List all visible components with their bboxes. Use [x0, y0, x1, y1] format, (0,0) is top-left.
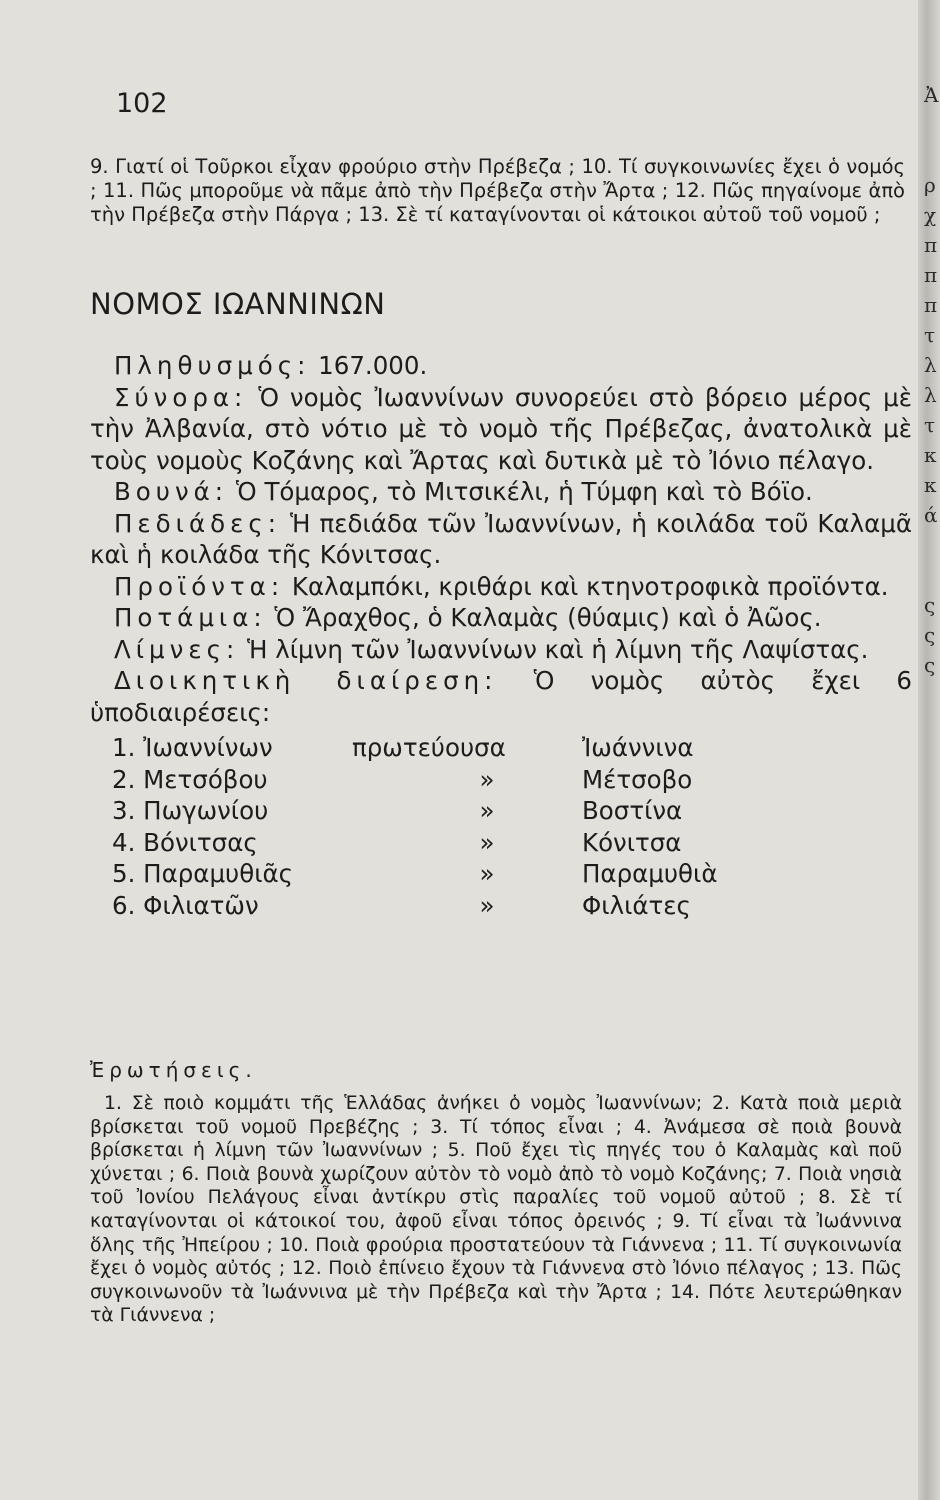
next-page-bleed-through — [924, 80, 940, 680]
bleed-letter: λ — [924, 383, 937, 407]
entry-label: Διοικητικὴ διαίρεση: — [114, 666, 498, 695]
entry-label: Λίμνες: — [114, 634, 240, 664]
bleed-letter: ά — [924, 503, 938, 527]
bleed-letter: ρ — [924, 173, 936, 197]
subdivision-name: 5. Παραμυθιᾶς — [112, 859, 294, 888]
ditto-mark: » — [479, 890, 495, 920]
bleed-letter — [924, 110, 940, 140]
table-row — [112, 858, 717, 890]
entry-text: Ὁ νομὸς αὐτὸς ἔχει 6 ὑποδιαιρέσεις: — [90, 666, 912, 727]
bleed-letter — [924, 140, 940, 170]
section-title: ΝΟΜΟΣ ΙΩΑΝΝΙΝΩΝ — [90, 287, 386, 321]
bleed-letter: τ — [924, 323, 936, 347]
products-entry — [90, 571, 912, 603]
mountains-entry — [90, 476, 912, 508]
entry-text: 167.000. — [318, 351, 428, 380]
entry-text: Ἡ πεδιάδα τῶν Ἰωαννίνων, ἡ κοιλάδα τοῦ Καλαμᾶ καὶ ἡ κοιλάδα τῆς Κόνιτσας. — [90, 508, 912, 569]
entry-label: Σύνορα: — [114, 382, 248, 412]
bleed-letter — [924, 530, 940, 560]
bleed-letter: ς — [924, 653, 936, 677]
subdivision-seat: Παραμυθιὰ — [582, 859, 718, 888]
subdivision-name: 6. Φιλιατῶν — [112, 890, 259, 920]
rivers-entry — [90, 602, 912, 634]
subdivision-name: 2. Μετσόβου — [112, 764, 268, 794]
entry-label: Βουνά: — [114, 477, 229, 506]
bleed-letter: κ — [924, 443, 937, 467]
entry-label: Πληθυσμός: — [114, 351, 311, 380]
table-row — [112, 795, 717, 827]
bleed-letter: χ — [924, 203, 937, 227]
subdivision-name: 3. Πωγωνίου — [112, 796, 269, 825]
subdivision-seat: Βοστίνα — [582, 796, 683, 825]
subdivision-seat: Ἰωάννινα — [582, 733, 694, 762]
bleed-letter: π — [924, 293, 938, 317]
ditto-mark: » — [479, 764, 495, 794]
subdivision-name: 1. Ἰωαννίνων — [112, 733, 273, 762]
questions-paragraph: 1. Σὲ ποιὸ κομμάτι τῆς Ἑλλάδας ἀνήκει ὁ νομὸς Ἰωαννίνων; 2. Κατὰ ποιὰ μεριὰ βρίσκεται τοῦ νομοῦ Πρεβέζης ; 3. Τί τόπος εἶναι ; 4. Ἀνάμεσα σὲ ποιὰ βουνὰ βρίσκεται ἡ λίμνη τῶν Ἰωαννίνων ; 5. Ποῦ ἔχει τὶς πηγές του ὁ Καλαμὰς καὶ ποῦ χύνεται ; 6. Ποιὰ βουνὰ χωρίζουν αὐτὸν τὸ νομὸ ἀπὸ τὸ νομὸ Κοζάνης; 7. Ποιὰ νησιὰ τοῦ Ἰονίου Πελάγους εἶναι ἀντίκρυ στὶς παραλίες τοῦ νομοῦ αὐτοῦ ; 8. Σὲ τί καταγίνονται οἱ κάτοικοί του, ἀφοῦ εἶναι τόπος ὀρεινός ; 9. Τί εἶναι τὰ Ἰωάννινα ὅλης τῆς Ἠπείρου ; 10. Ποιὰ φρούρια προστατεύουν τὰ Γιάννενα ; 11. Τί συγκοινωνία ἔχει ὁ νομὸς αὐτός ; 12. Ποιὸ ἐπίνειο ἔχουν τὰ Γιάννενα στὸ Ἰόνιο πέλαγος ; 13. Πῶς συγκοινωνοῦν τὰ Ἰωάννινα μὲ τὴν Πρέβεζα καὶ τὴν Ἄρτα ; 14. Πότε λευτερώθηκαν τὰ Γιάννενα ; — [90, 1093, 902, 1327]
bleed-letter: Ἀ — [924, 83, 939, 107]
subdivision-role: πρωτεύουσα — [352, 733, 506, 762]
entry-label: Ποτάμια: — [114, 603, 267, 632]
subdivisions-table — [112, 732, 717, 921]
bleed-letter: ς — [924, 593, 936, 617]
ditto-mark: » — [479, 827, 495, 857]
table-row — [112, 827, 717, 859]
administrative-division-entry — [90, 665, 912, 728]
table-row — [112, 732, 717, 764]
entry-text: Ἡ λίμνη τῶν Ἰωαννίνων καὶ ἡ λίμνη τῆς Λαψίστας. — [247, 634, 869, 664]
table-row — [112, 764, 717, 796]
entry-label: Πεδιάδες: — [114, 508, 281, 538]
previous-questions-continuation: 9. Γιατί οἱ Τοῦρκοι εἶχαν φρούριο στὴν Πρέβεζα ; 10. Τί συγκοινωνίες ἔχει ὁ νομός ; 11. Πῶς μποροῦμε νὰ πᾶμε ἀπὸ τὴν Πρέβεζα στὴν Ἄρτα ; 12. Πῶς πηγαίνομε ἀπὸ τὴν Πρέβεζα στὴν Πάργα ; 13. Σὲ τί καταγίνονται οἱ κάτοικοι αὐτοῦ τοῦ νομοῦ ; — [90, 155, 905, 226]
bleed-letter: π — [924, 263, 938, 287]
page-number: 102 — [116, 88, 168, 119]
bleed-letter: π — [924, 233, 938, 257]
prefecture-description — [90, 350, 912, 921]
bleed-letter: λ — [924, 353, 937, 377]
subdivision-seat: Φιλιάτες — [582, 890, 691, 920]
borders-entry — [90, 382, 912, 477]
questions-heading: Ἐρωτήσεις. — [90, 1058, 257, 1082]
bleed-letter: ς — [924, 623, 936, 647]
ditto-mark: » — [479, 796, 495, 825]
entry-text: Ὁ νομὸς Ἰωαννίνων συνορεύει στὸ βόρειο μέρος μὲ τὴν Ἀλβανία, στὸ νότιο μὲ τὸ νομὸ τῆς Πρέβεζας, ἀνατολικὰ μὲ τοὺς νομοὺς Κοζάνης καὶ Ἄρτας καὶ δυτικὰ μὲ τὸ Ἰόνιο πέλαγο. — [90, 382, 912, 475]
entry-text: Ὁ Ἄραχθος, ὁ Καλαμὰς (θύαμις) καὶ ὁ Ἀῶος. — [274, 603, 822, 632]
subdivision-seat: Μέτσοβο — [582, 764, 693, 794]
population-entry — [90, 350, 912, 382]
bleed-letter: τ — [924, 413, 936, 437]
bleed-letter — [924, 560, 940, 590]
subdivision-name: 4. Βόνιτσας — [112, 827, 258, 857]
entry-text: Ὁ Τόμαρος, τὸ Μιτσικέλι, ἡ Τύμφη καὶ τὸ Βόϊο. — [235, 477, 813, 506]
subdivision-seat: Κόνιτσα — [582, 827, 682, 857]
lakes-entry — [90, 634, 912, 666]
ditto-mark: » — [479, 859, 495, 888]
plains-entry — [90, 508, 912, 571]
entry-label: Προϊόντα: — [114, 571, 285, 601]
table-row — [112, 890, 717, 922]
entry-text: Καλαμπόκι, κριθάρι καὶ κτηνοτροφικὰ προϊόντα. — [291, 571, 889, 601]
bleed-letter: κ — [924, 473, 937, 497]
